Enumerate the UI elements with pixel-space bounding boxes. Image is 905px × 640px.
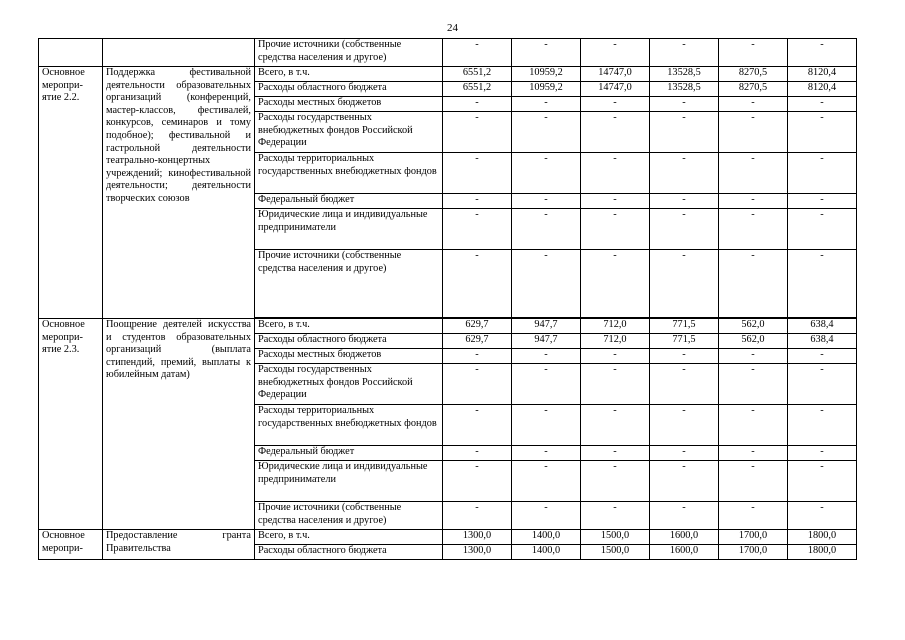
value-cell: 1300,0	[443, 530, 512, 545]
value-cell: 6551,2	[443, 82, 512, 97]
source-cell: Всего, в т.ч.	[255, 67, 443, 82]
value-cell: -	[650, 153, 719, 194]
value-cell: -	[788, 405, 857, 446]
value-cell: -	[719, 405, 788, 446]
value-cell: -	[581, 97, 650, 112]
value-cell: -	[581, 39, 650, 67]
value-cell: -	[788, 502, 857, 530]
measure-description: Поощрение деятелей искусства и студентов образовательных организаций (выплата стипендий, премий, выплаты к юбилейным датам)	[103, 319, 255, 530]
source-cell: Расходы территориальных государственных внебюджетных фондов	[255, 405, 443, 446]
value-cell: 947,7	[512, 334, 581, 349]
code-cell	[39, 39, 103, 67]
value-cell: -	[443, 349, 512, 364]
value-cell: -	[788, 209, 857, 250]
value-cell: -	[719, 250, 788, 318]
value-cell: -	[650, 364, 719, 405]
source-cell: Прочие источники (собственные средства населения и другое)	[255, 502, 443, 530]
value-cell: -	[512, 194, 581, 209]
value-cell: -	[788, 446, 857, 461]
value-cell: 1700,0	[719, 545, 788, 560]
value-cell: 1300,0	[443, 545, 512, 560]
value-cell: 629,7	[443, 334, 512, 349]
value-cell: -	[443, 446, 512, 461]
value-cell: -	[650, 461, 719, 502]
value-cell: -	[443, 209, 512, 250]
source-cell: Расходы территориальных государственных внебюджетных фондов	[255, 153, 443, 194]
value-cell: -	[719, 112, 788, 153]
value-cell: -	[512, 209, 581, 250]
value-cell: 10959,2	[512, 82, 581, 97]
value-cell: -	[719, 446, 788, 461]
value-cell: -	[650, 405, 719, 446]
value-cell: 1500,0	[581, 530, 650, 545]
value-cell: 562,0	[719, 319, 788, 334]
value-cell: -	[581, 446, 650, 461]
value-cell: 10959,2	[512, 67, 581, 82]
value-cell: -	[788, 250, 857, 318]
table-row	[39, 319, 857, 334]
value-cell: 771,5	[650, 334, 719, 349]
value-cell: 947,7	[512, 319, 581, 334]
value-cell: -	[788, 153, 857, 194]
value-cell: -	[650, 97, 719, 112]
value-cell: -	[443, 194, 512, 209]
value-cell: -	[443, 39, 512, 67]
value-cell: -	[443, 364, 512, 405]
value-cell: 712,0	[581, 334, 650, 349]
value-cell: 6551,2	[443, 67, 512, 82]
value-cell: -	[581, 405, 650, 446]
value-cell: -	[719, 364, 788, 405]
value-cell: -	[581, 250, 650, 318]
value-cell: 1500,0	[581, 545, 650, 560]
table-row	[39, 530, 857, 545]
value-cell: -	[443, 250, 512, 318]
page-number: 24	[447, 22, 458, 34]
value-cell: -	[788, 349, 857, 364]
value-cell: -	[788, 112, 857, 153]
value-cell: -	[719, 194, 788, 209]
value-cell: -	[788, 194, 857, 209]
value-cell: -	[719, 461, 788, 502]
value-cell: -	[512, 349, 581, 364]
source-cell: Расходы областного бюджета	[255, 545, 443, 560]
source-cell: Расходы областного бюджета	[255, 334, 443, 349]
value-cell: -	[719, 39, 788, 67]
value-cell: 1800,0	[788, 545, 857, 560]
value-cell: 1400,0	[512, 545, 581, 560]
value-cell: -	[443, 112, 512, 153]
value-cell: -	[512, 97, 581, 112]
source-cell: Юридические лица и индивидуальные предприниматели	[255, 209, 443, 250]
value-cell: -	[650, 446, 719, 461]
value-cell: -	[650, 349, 719, 364]
value-cell: -	[719, 97, 788, 112]
value-cell: 1800,0	[788, 530, 857, 545]
value-cell: -	[512, 502, 581, 530]
value-cell: -	[581, 502, 650, 530]
value-cell: -	[650, 194, 719, 209]
value-cell: -	[719, 502, 788, 530]
source-cell: Юридические лица и индивидуальные предприниматели	[255, 461, 443, 502]
value-cell: -	[512, 39, 581, 67]
value-cell: 13528,5	[650, 82, 719, 97]
value-cell: -	[581, 153, 650, 194]
value-cell: -	[788, 39, 857, 67]
value-cell: 562,0	[719, 334, 788, 349]
measure-code: Основное меропри-ятие 2.3.	[39, 319, 103, 530]
value-cell: -	[443, 461, 512, 502]
value-cell: -	[512, 405, 581, 446]
value-cell: -	[719, 349, 788, 364]
value-cell: 629,7	[443, 319, 512, 334]
value-cell: -	[650, 250, 719, 318]
value-cell: 13528,5	[650, 67, 719, 82]
value-cell: -	[719, 209, 788, 250]
value-cell: 1400,0	[512, 530, 581, 545]
value-cell: 14747,0	[581, 67, 650, 82]
measure-code: Основное меропри-	[39, 530, 103, 560]
source-cell: Расходы государственных внебюджетных фондов Российской Федерации	[255, 364, 443, 405]
value-cell: 14747,0	[581, 82, 650, 97]
measure-code: Основное меропри-ятие 2.2.	[39, 67, 103, 319]
value-cell: -	[512, 112, 581, 153]
source-cell: Федеральный бюджет	[255, 194, 443, 209]
value-cell: -	[650, 39, 719, 67]
value-cell: -	[512, 250, 581, 318]
source-cell: Расходы местных бюджетов	[255, 349, 443, 364]
table-row	[39, 67, 857, 82]
measure-description: Предоставление гранта Правительства	[103, 530, 255, 560]
source-cell: Прочие источники (собственные средства населения и другое)	[255, 250, 443, 318]
value-cell: 8120,4	[788, 67, 857, 82]
value-cell: 8270,5	[719, 82, 788, 97]
value-cell: -	[581, 461, 650, 502]
source-cell: Расходы государственных внебюджетных фондов Российской Федерации	[255, 112, 443, 153]
value-cell: -	[788, 461, 857, 502]
source-cell: Расходы местных бюджетов	[255, 97, 443, 112]
value-cell: -	[581, 349, 650, 364]
budget-table	[38, 38, 857, 560]
value-cell: -	[650, 502, 719, 530]
value-cell: -	[512, 153, 581, 194]
source-cell: Всего, в т.ч.	[255, 319, 443, 334]
value-cell: -	[512, 461, 581, 502]
value-cell: 1600,0	[650, 545, 719, 560]
value-cell: -	[443, 405, 512, 446]
value-cell: -	[788, 97, 857, 112]
source-cell: Прочие источники (собственные средства населения и другое)	[255, 39, 443, 67]
description-cell	[103, 39, 255, 67]
value-cell: -	[581, 209, 650, 250]
value-cell: -	[581, 194, 650, 209]
value-cell: -	[443, 502, 512, 530]
value-cell: -	[650, 112, 719, 153]
value-cell: -	[788, 364, 857, 405]
value-cell: -	[719, 153, 788, 194]
value-cell: -	[512, 446, 581, 461]
value-cell: -	[650, 209, 719, 250]
value-cell: 712,0	[581, 319, 650, 334]
source-cell: Федеральный бюджет	[255, 446, 443, 461]
value-cell: -	[443, 153, 512, 194]
value-cell: -	[512, 364, 581, 405]
value-cell: 8120,4	[788, 82, 857, 97]
value-cell: -	[581, 364, 650, 405]
value-cell: 771,5	[650, 319, 719, 334]
value-cell: 1600,0	[650, 530, 719, 545]
value-cell: 638,4	[788, 319, 857, 334]
value-cell: 8270,5	[719, 67, 788, 82]
value-cell: 1700,0	[719, 530, 788, 545]
measure-description: Поддержка фестивальной деятельности образовательных организаций (конференций, мастер-классов, фестивалей, конкурсов, семинаров и тому подобное); фестивальной и гастрольной деятельности театрально-концертных учреждений; кинофестивальной деятельности; деятельности творческих союзов	[103, 67, 255, 319]
value-cell: -	[443, 97, 512, 112]
value-cell: 638,4	[788, 334, 857, 349]
source-cell: Расходы областного бюджета	[255, 82, 443, 97]
source-cell: Всего, в т.ч.	[255, 530, 443, 545]
value-cell: -	[581, 112, 650, 153]
table-row	[39, 39, 857, 67]
